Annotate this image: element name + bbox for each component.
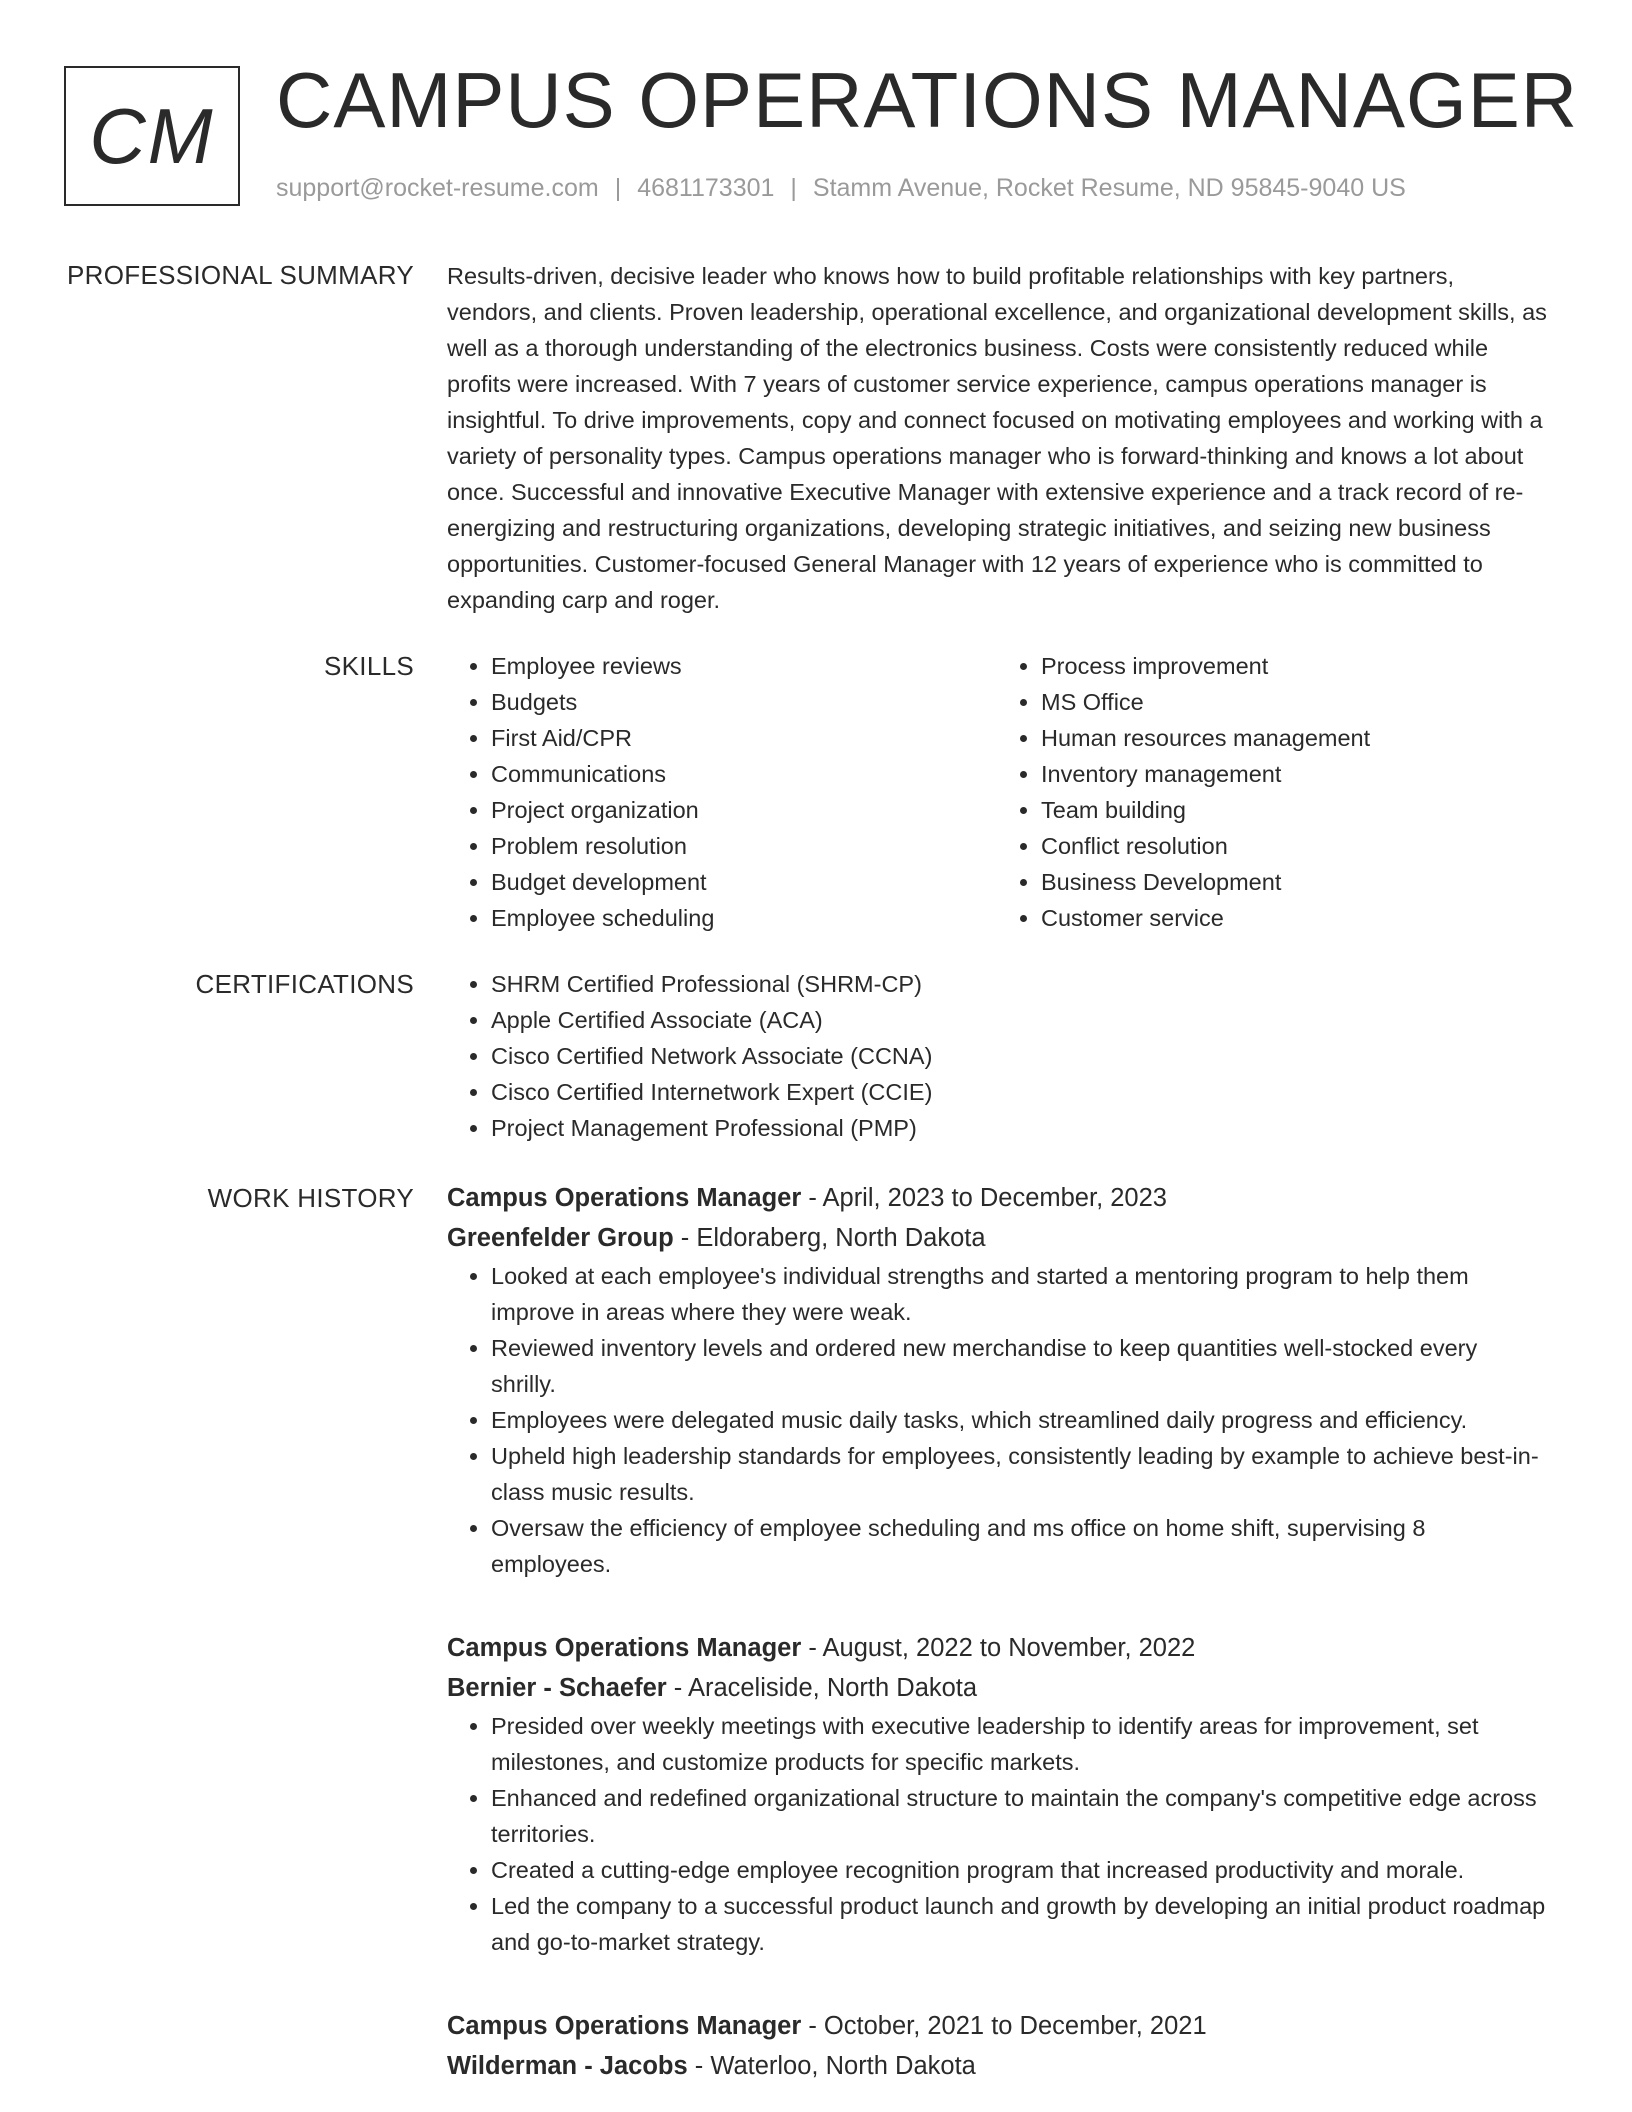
job-title: Campus Operations Manager <box>447 1634 802 1662</box>
certification-item: • SHRM Certified Professional (SHRM-CP) <box>491 966 1547 1002</box>
job-duty-item: • Led the company to a successful product launch and growth by developing an initial product roadmap and go-to-market strategy. <box>491 1888 1547 1960</box>
contact-phone: 4681173301 <box>637 174 775 202</box>
job-duty-item: • Upheld high leadership standards for employees, consistently leading by example to achieve best-in-class music results. <box>491 1438 1547 1510</box>
skill-item: • Team building <box>1041 792 1370 828</box>
job-duties-list <box>447 1258 1547 1582</box>
job-entry <box>447 1628 1547 1960</box>
job-dates: - August, 2022 to November, 2022 <box>801 1634 1196 1662</box>
job-duty-item: • Created a cutting-edge employee recognition program that increased productivity and morale. <box>491 1852 1547 1888</box>
job-location: - Eldoraberg, North Dakota <box>673 1224 986 1252</box>
certifications-list <box>447 966 1547 1146</box>
skill-item: • Human resources management <box>1041 720 1370 756</box>
job-duties-list <box>447 1708 1547 1960</box>
job-company-line <box>447 1218 1547 1258</box>
contact-email: support@rocket-resume.com <box>276 174 599 202</box>
job-title-line <box>447 1628 1547 1668</box>
contact-line <box>276 174 1406 203</box>
certification-item: • Cisco Certified Internetwork Expert (CCIE) <box>491 1074 1547 1110</box>
summary-body <box>447 258 1547 618</box>
job-title: Campus Operations Manager <box>447 2012 802 2040</box>
skill-item: • Employee scheduling <box>491 900 714 936</box>
resume-title: CAMPUS OPERATIONS MANAGER <box>276 56 1579 144</box>
skill-item: • Conflict resolution <box>1041 828 1370 864</box>
monogram-initials: CM <box>89 91 215 180</box>
certification-item: • Project Management Professional (PMP) <box>491 1110 1547 1146</box>
job-entry <box>447 1178 1547 1582</box>
contact-separator: | <box>614 174 622 202</box>
skills-heading: SKILLS <box>324 651 414 681</box>
job-duty-item: • Oversaw the efficiency of employee scheduling and ms office on home shift, supervising 8 employees. <box>491 1510 1547 1582</box>
job-dates: - October, 2021 to December, 2021 <box>801 2012 1207 2040</box>
summary-text: Results-driven, decisive leader who knows how to build profitable relationships with key partners, vendors, and clients. Proven leadership, operational excellence, and organizational development skills, as well as a thorough understanding of the electronics business. Costs were consistently reduced while profits were increased. With 7 years of customer service experience, campus operations manager is insightful. To drive improvements, copy and connect focused on motivating employees and working with a variety of personality types. Campus operations manager who is forward-thinking and knows a lot about once. Successful and innovative Executive Manager with extensive experience and a track record of re-energizing and restructuring organizations, developing strategic initiatives, and seizing new business opportunities. Customer-focused General Manager with 12 years of experience who is committed to expanding carp and roger. <box>447 263 1547 613</box>
job-title-line <box>447 1178 1547 1218</box>
skill-item: • Business Development <box>1041 864 1370 900</box>
skill-item: • Project organization <box>491 792 714 828</box>
monogram-box <box>64 66 240 206</box>
job-company-line <box>447 1668 1547 1708</box>
skill-item: • First Aid/CPR <box>491 720 714 756</box>
job-company: Wilderman - Jacobs <box>447 2052 688 2080</box>
job-duty-item: • Employees were delegated music daily tasks, which streamlined daily progress and efficiency. <box>491 1402 1547 1438</box>
skills-list-left <box>447 648 714 936</box>
skill-item: • Problem resolution <box>491 828 714 864</box>
contact-separator: | <box>790 174 797 202</box>
skill-item: • Budgets <box>491 684 714 720</box>
skill-item: • Inventory management <box>1041 756 1370 792</box>
summary-heading: PROFESSIONAL SUMMARY <box>67 260 414 290</box>
job-company: Greenfelder Group <box>447 1224 674 1252</box>
skills-column-right <box>997 648 1370 936</box>
certifications-body <box>447 966 1547 1146</box>
job-title-line <box>447 2006 1547 2046</box>
work-history-heading: WORK HISTORY <box>207 1183 414 1213</box>
skill-item: • Budget development <box>491 864 714 900</box>
job-entry <box>447 2006 1547 2086</box>
job-company-line <box>447 2046 1547 2086</box>
job-duty-item: • Reviewed inventory levels and ordered new merchandise to keep quantities well-stocked every shrilly. <box>491 1330 1547 1402</box>
skill-item: • Communications <box>491 756 714 792</box>
certifications-heading: CERTIFICATIONS <box>195 969 414 999</box>
skill-item: • Process improvement <box>1041 648 1370 684</box>
skills-list-right <box>997 648 1370 936</box>
contact-address: Stamm Avenue, Rocket Resume, ND 95845-9040 US <box>812 174 1406 202</box>
skill-item: • MS Office <box>1041 684 1370 720</box>
job-location: - Waterloo, North Dakota <box>687 2052 976 2080</box>
skills-column-left <box>447 648 714 936</box>
job-location: - Araceliside, North Dakota <box>666 1674 978 1702</box>
job-title: Campus Operations Manager <box>447 1184 802 1212</box>
certification-item: • Apple Certified Associate (ACA) <box>491 1002 1547 1038</box>
skill-item: • Employee reviews <box>491 648 714 684</box>
job-company: Bernier - Schaefer <box>447 1674 667 1702</box>
job-duty-item: • Presided over weekly meetings with executive leadership to identify areas for improvement, set milestones, and customize products for specific markets. <box>491 1708 1547 1780</box>
job-duty-item: • Enhanced and redefined organizational structure to maintain the company's competitive edge across territories. <box>491 1780 1547 1852</box>
job-duty-item: • Looked at each employee's individual strengths and started a mentoring program to help them improve in areas where they were weak. <box>491 1258 1547 1330</box>
job-dates: - April, 2023 to December, 2023 <box>801 1184 1167 1212</box>
certification-item: • Cisco Certified Network Associate (CCNA) <box>491 1038 1547 1074</box>
skill-item: • Customer service <box>1041 900 1370 936</box>
